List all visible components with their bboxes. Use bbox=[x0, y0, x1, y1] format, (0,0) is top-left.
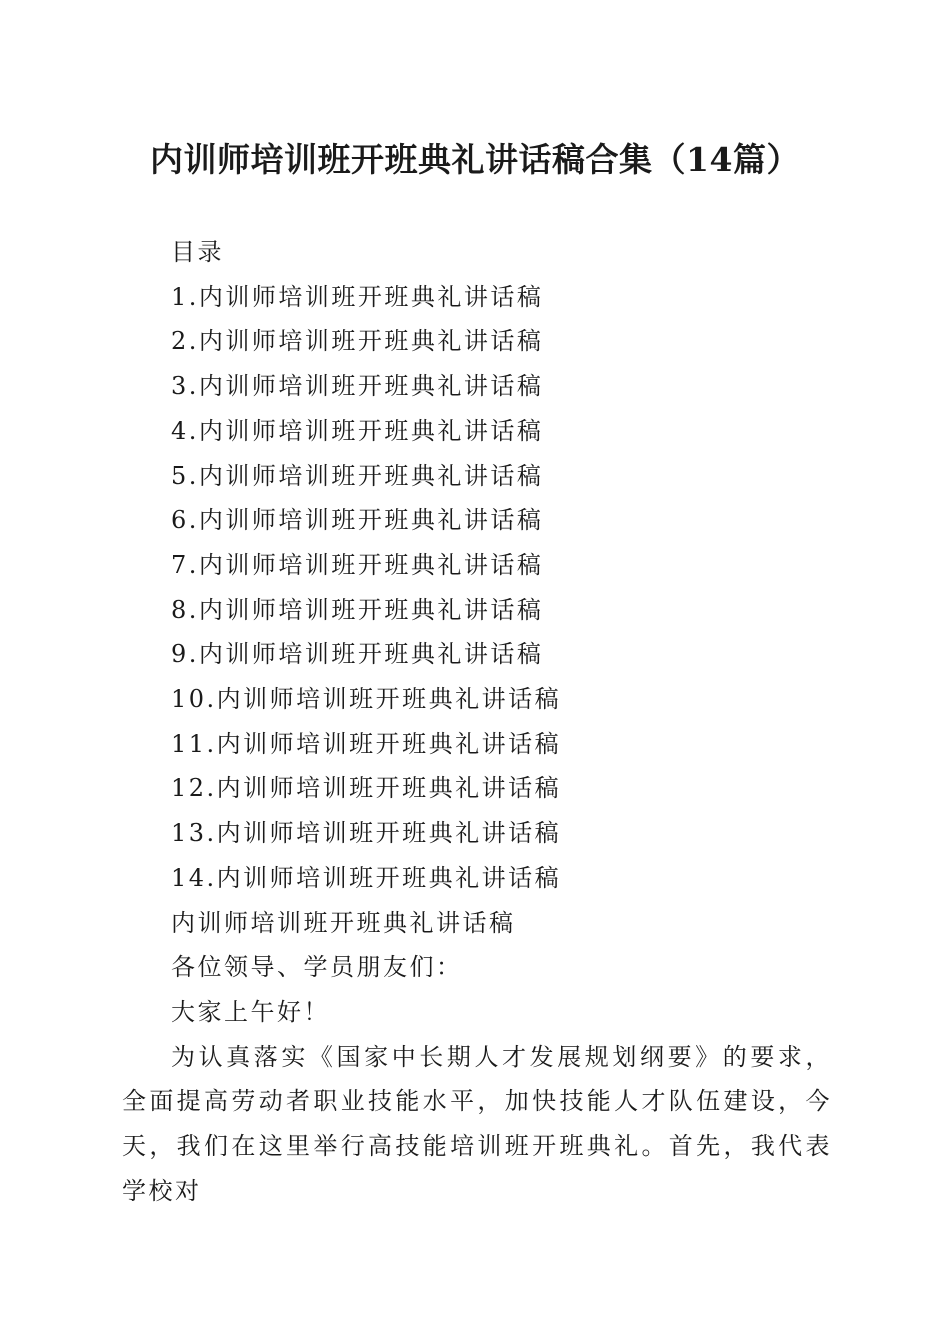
toc-item: 6.内训师培训班开班典礼讲话稿 bbox=[171, 506, 544, 535]
toc-item: 11.内训师培训班开班典礼讲话稿 bbox=[171, 729, 562, 758]
toc-item: 1.内训师培训班开班典礼讲话稿 bbox=[171, 282, 544, 311]
document-title: 内训师培训班开班典礼讲话稿合集（14篇） bbox=[150, 140, 800, 179]
speech-greeting: 各位领导、学员朋友们： bbox=[171, 953, 463, 982]
speech-title: 内训师培训班开班典礼讲话稿 bbox=[171, 908, 516, 937]
toc-item: 4.内训师培训班开班典礼讲话稿 bbox=[171, 416, 544, 445]
toc-item: 12.内训师培训班开班典礼讲话稿 bbox=[171, 774, 562, 803]
toc-item: 5.内训师培训班开班典礼讲话稿 bbox=[171, 461, 544, 490]
toc-item: 8.内训师培训班开班典礼讲话稿 bbox=[171, 595, 544, 624]
toc-heading: 目录 bbox=[171, 238, 224, 266]
toc-item: 3.内训师培训班开班典礼讲话稿 bbox=[171, 372, 544, 401]
document-body bbox=[122, 230, 832, 1213]
toc-item: 14.内训师培训班开班典礼讲话稿 bbox=[171, 863, 562, 892]
toc-item: 9.内训师培训班开班典礼讲话稿 bbox=[171, 640, 544, 669]
toc-item: 10.内训师培训班开班典礼讲话稿 bbox=[171, 685, 562, 714]
speech-salutation: 大家上午好！ bbox=[171, 997, 330, 1026]
toc-item: 2.内训师培训班开班典礼讲话稿 bbox=[171, 327, 544, 356]
speech-paragraph: 为认真落实《国家中长期人才发展规划纲要》的要求，全面提高劳动者职业技能水平，加快技能人才队伍建设，今天，我们在这里举行高技能培训班开班典礼。首先，我代表学校对 bbox=[122, 1042, 832, 1205]
toc-item: 13.内训师培训班开班典礼讲话稿 bbox=[171, 819, 562, 848]
toc-item: 7.内训师培训班开班典礼讲话稿 bbox=[171, 550, 544, 579]
